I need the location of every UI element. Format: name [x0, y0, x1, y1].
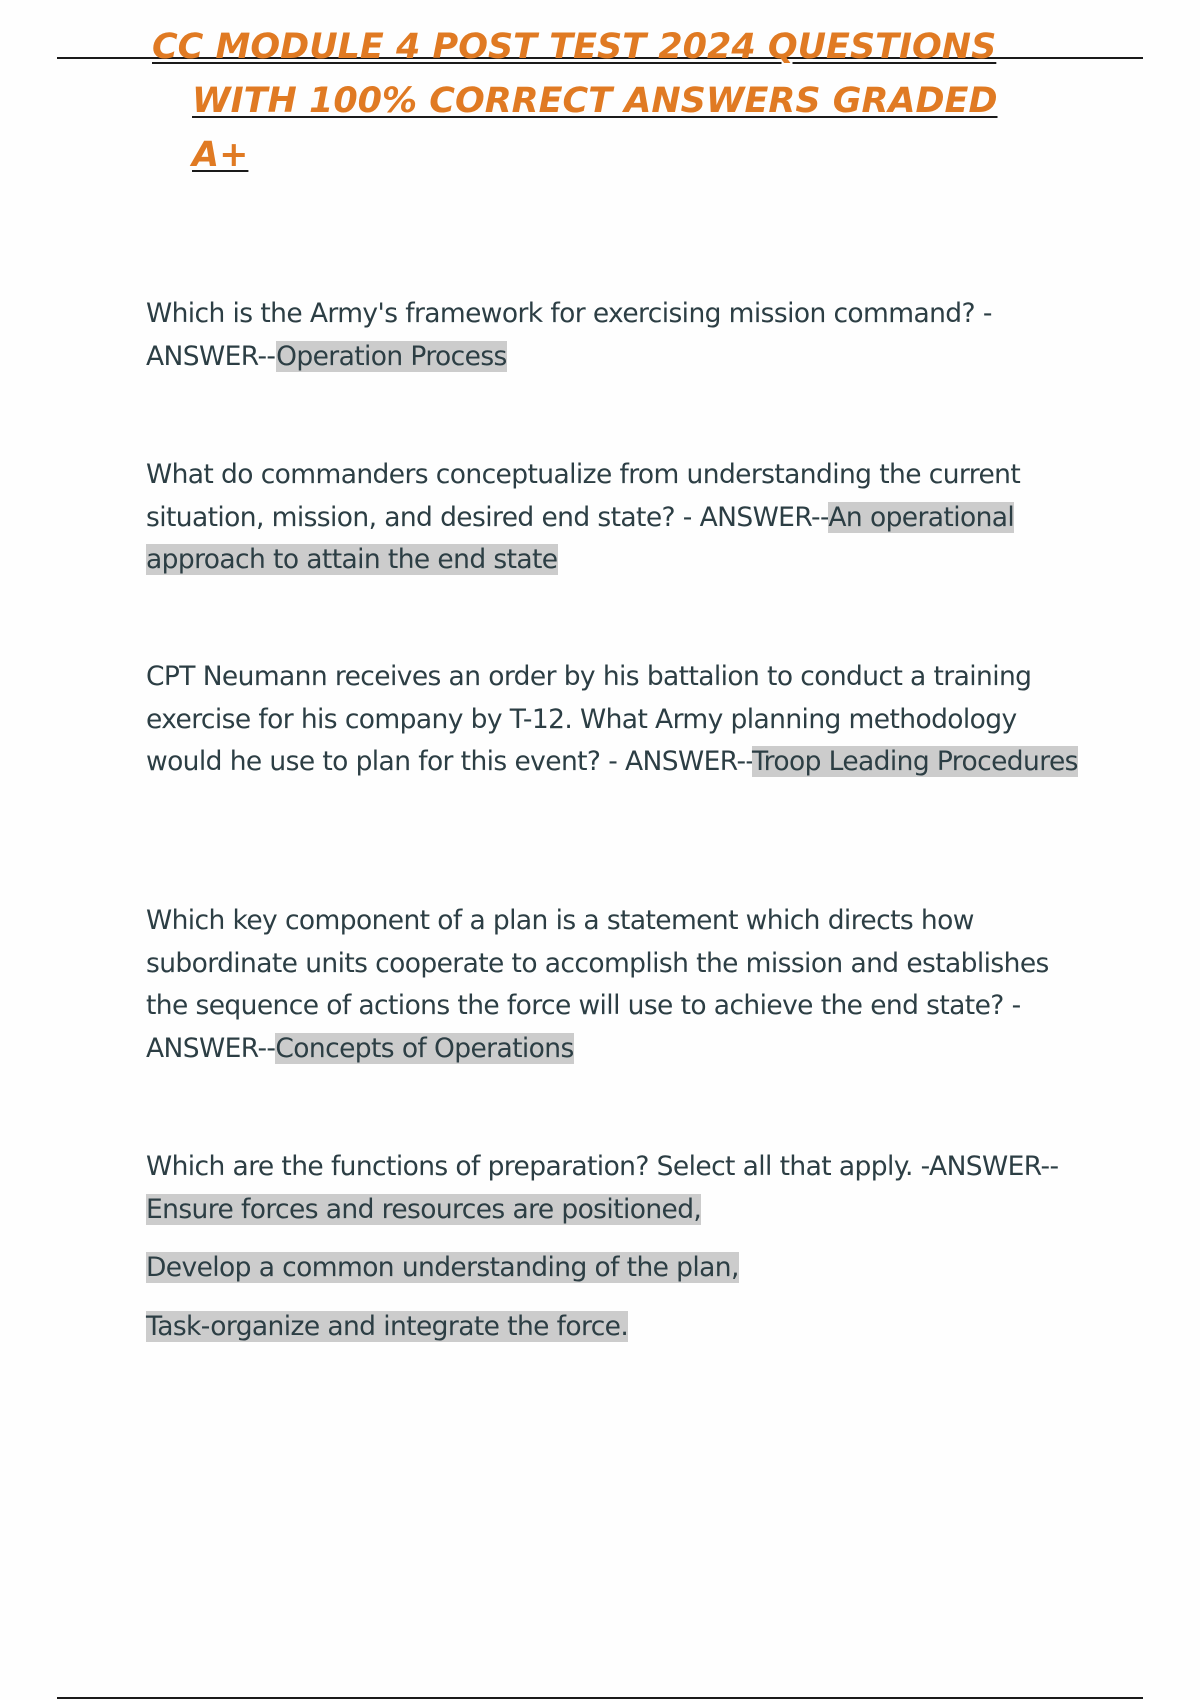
answer-text: Troop Leading Procedures — [751, 746, 1078, 777]
question-text: Which are the functions of preparation? Select all that apply. -ANSWER-- — [146, 1151, 1059, 1182]
answer-text: An operational approach to attain the end state — [146, 501, 1015, 575]
answer-text: Concepts of Operations — [275, 1032, 574, 1064]
question-text: CPT Neumann receives an order by his battalion to conduct a training exercise for his company by T-12. What Army planning methodology would he use to plan for this event? - ANSWER-- — [146, 661, 1032, 777]
document-title — [152, 20, 1032, 182]
answer-text: Operation Process — [276, 340, 507, 372]
question-text: Which key component of a plan is a statement which directs how subordinate units cooperate to accomplish the mission and establishes the sequence of actions the force will use to achieve the end state? -ANSWER-- — [146, 905, 1049, 1064]
title-line-2: WITH 100% CORRECT ANSWERS GRADED — [192, 81, 998, 121]
answer-text: Ensure forces and resources are positioned, — [146, 1193, 702, 1225]
qa-item-4 — [146, 900, 1081, 1070]
question-text: What do commanders conceptualize from understanding the current situation, mission, and desired end state? - ANSWER-- — [146, 459, 1021, 533]
answer-line-2 — [146, 1247, 1081, 1290]
title-line-3: A+ — [192, 135, 249, 175]
bottom-rule — [57, 1697, 1143, 1699]
answer-text: Task-organize and integrate the force. — [146, 1310, 629, 1342]
qa-item-3 — [146, 656, 1081, 784]
qa-item-1 — [146, 293, 1081, 378]
question-text: Which is the Army's framework for exercising mission command? -ANSWER-- — [146, 298, 992, 372]
qa-item-2 — [146, 454, 1081, 582]
title-line-1: CC MODULE 4 POST TEST 2024 QUESTIONS — [152, 27, 997, 67]
answer-line-3 — [146, 1306, 1081, 1349]
qa-item-5 — [146, 1146, 1081, 1348]
answer-text: Develop a common understanding of the plan, — [146, 1252, 739, 1283]
